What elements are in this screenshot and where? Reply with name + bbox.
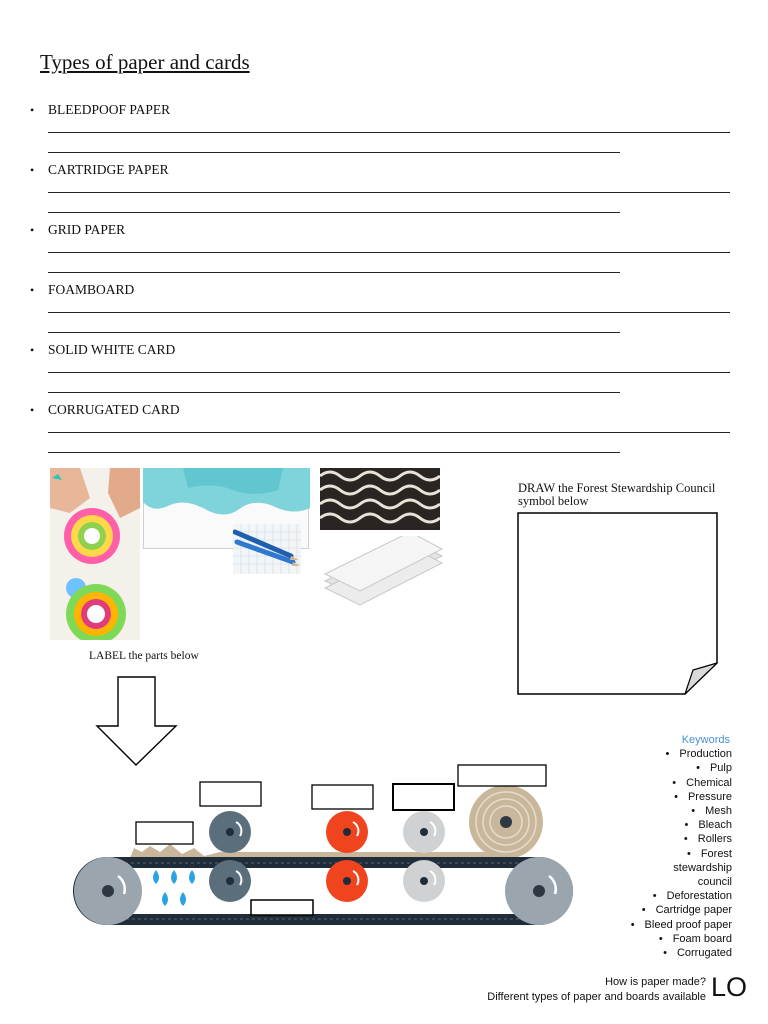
keyword-item: • Deforestation [652,890,732,903]
page-title: Types of paper and cards [40,50,250,74]
lo-badge: LO [711,972,748,1002]
keyword-item: • Production [665,748,732,761]
list-item [30,340,735,400]
arrow-down-icon [95,676,179,768]
pulp-layer [130,844,500,858]
fsc-drawing-area[interactable] [515,510,723,698]
answer-line[interactable] [48,372,730,373]
answer-line[interactable] [48,212,620,213]
foamboard-image [320,536,445,611]
label-box[interactable] [458,765,546,786]
paper-type-label: GRID PAPER [48,222,126,237]
keyword-item: • Bleed proof paper [630,918,732,931]
bleedproof-paper-image [50,468,140,640]
list-item [30,220,735,280]
answer-line[interactable] [48,132,730,133]
list-item [30,160,735,220]
bullet: • [30,223,35,237]
bullet: • [30,343,35,357]
answer-line[interactable] [48,152,620,153]
corrugated-card-image [320,468,440,530]
keyword-item: • Forest stewardship council [673,847,732,889]
label-box[interactable] [312,785,373,809]
keyword-item: • Chemical [672,776,732,789]
keywords-title: Keywords [681,734,730,746]
paper-type-label: CARTRIDGE PAPER [48,162,169,177]
keywords-box [606,733,732,960]
paper-type-label: CORRUGATED CARD [48,402,180,417]
label-box[interactable] [136,822,193,844]
list-item [30,100,735,160]
label-box[interactable] [200,782,261,806]
bullet: • [30,283,35,297]
label-instruction: LABEL the parts below [89,650,199,662]
keyword-item: • Mesh [691,805,732,818]
keyword-item: • Bleach [684,819,732,832]
paper-type-label: FOAMBOARD [48,282,135,297]
keyword-item: • Pressure [674,790,732,803]
answer-line[interactable] [48,392,620,393]
fsc-instruction: DRAW the Forest Stewardship Council symbol below [518,481,716,508]
lo-subtitle: Different types of paper and boards available [487,991,706,1003]
answer-line[interactable] [48,432,730,433]
bullet: • [30,163,35,177]
answer-line[interactable] [48,452,620,453]
paper-machine-diagram [70,760,580,930]
grid-paper-image [233,524,301,574]
paper-type-label: SOLID WHITE CARD [48,342,176,357]
label-box[interactable] [393,784,454,810]
paper-type-list [30,100,735,460]
bullet: • [30,403,35,417]
answer-line[interactable] [48,192,730,193]
lo-question: How is paper made? [605,976,706,988]
answer-line[interactable] [48,332,620,333]
list-item [30,400,735,460]
paper-type-label: BLEEDPOOF PAPER [48,102,171,117]
bullet: • [30,103,35,117]
keyword-item: • Cartridge paper [641,904,732,917]
keyword-item: • Corrugated [663,947,732,960]
answer-line[interactable] [48,252,730,253]
learning-objectives [487,975,706,1005]
list-item [30,280,735,340]
keyword-item: • Foam board [658,932,732,945]
label-box[interactable] [251,900,313,915]
answer-line[interactable] [48,312,730,313]
keyword-item: • Rollers [683,833,732,846]
keyword-item: • Pulp [696,762,732,775]
answer-line[interactable] [48,272,620,273]
